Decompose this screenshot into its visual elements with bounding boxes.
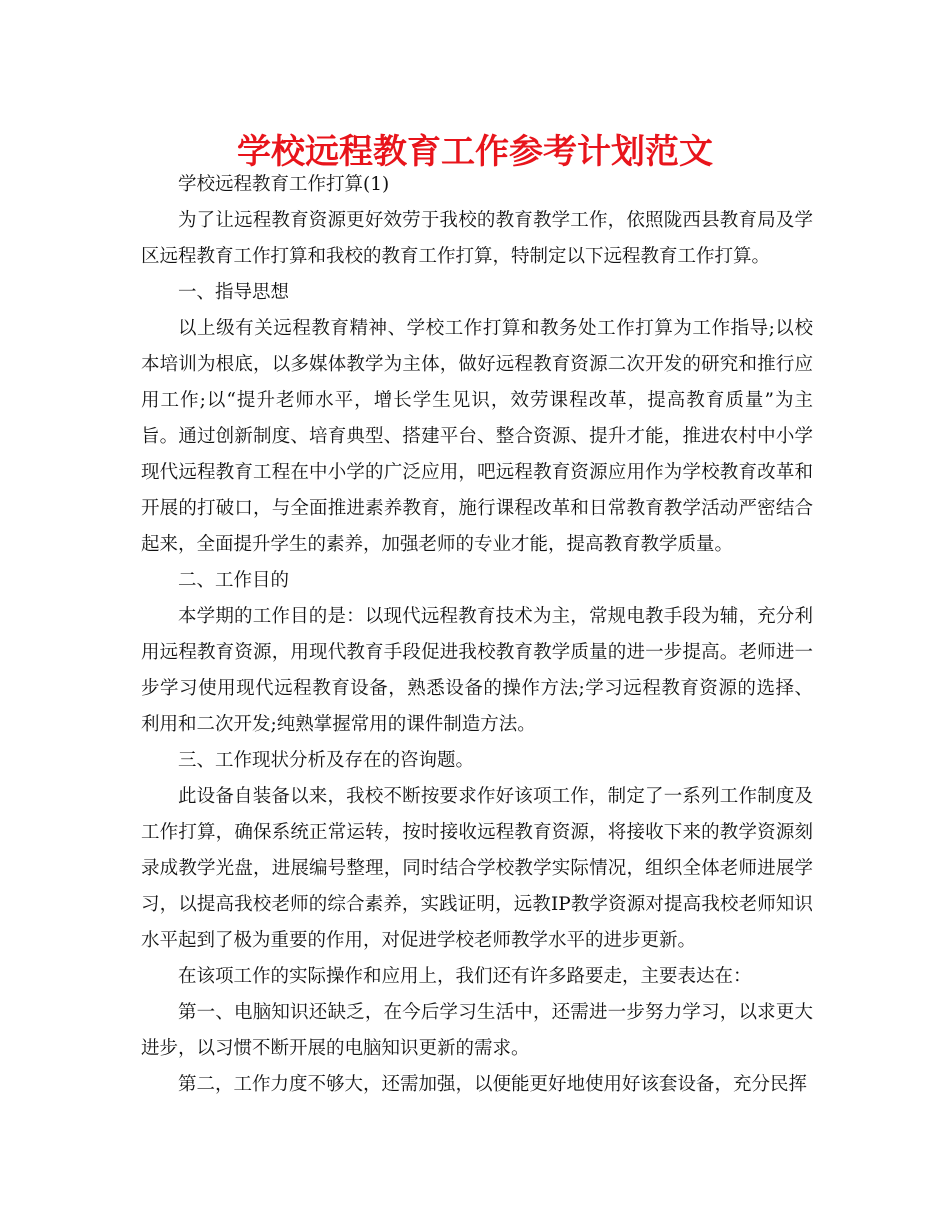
- subtitle-paragraph: 学校远程教育工作打算(1): [178, 174, 390, 195]
- body-paragraph: 本学期的工作目的是：以现代远程教育技术为主，常规电教手段为辅，充分利用远程教育资源，用现代教育手段促进我校教育教学质量的进一步提高。老师进一步学习使用现代远程教育设备，熟悉设备的操作方法;学习远程教育资源的选择、利用和二次开发;纯熟掌握常用的课件制造方法。: [141, 606, 813, 735]
- section-heading-status-analysis: 三、工作现状分析及存在的咨询题。: [178, 750, 475, 771]
- document-title: 学校远程教育工作参考计划范文: [237, 132, 713, 172]
- body-paragraph: 以上级有关远程教育精神、学校工作打算和教务处工作打算为工作指导;以校本培训为根底，以多媒体教学为主体，做好远程教育资源二次开发的研究和推行应用工作;以“提升老师水平，增长学生见识，效劳课程改革，提高教育质量”为主旨。通过创新制度、培育典型、搭建平台、整合资源、提升才能，推进农村中小学现代远程教育工程在中小学的广泛应用，吧远程教育资源应用作为学校教育改革和开展的打破口，与全面推进素养教育，施行课程改革和日常教育教学活动严密结合起来，全面提升学生的素养，加强老师的专业才能，提高教育教学质量。: [141, 318, 813, 555]
- section-heading-work-goals: 二、工作目的: [178, 570, 290, 591]
- body-paragraph: 在该项工作的实际操作和应用上，我们还有许多路要走，主要表达在：: [178, 966, 752, 987]
- section-heading-guiding-thought: 一、指导思想: [178, 282, 290, 303]
- body-paragraph: 第二，工作力度不够大，还需加强，以便能更好地使用好该套设备，充分民挥: [178, 1074, 808, 1095]
- body-paragraph: 此设备自装备以来，我校不断按要求作好该项工作，制定了一系列工作制度及工作打算，确保系统正常运转，按时接收远程教育资源，将接收下来的教学资源刻录成教学光盘，进展编号整理，同时结合学校教学实际情况，组织全体老师进展学习，以提高我校老师的综合素养，实践证明，远教IP教学资源对提高我校老师知识水平起到了极为重要的作用，对促进学校老师教学水平的进步更新。: [141, 786, 813, 951]
- document-body: [141, 167, 813, 1103]
- intro-paragraph: 为了让远程教育资源更好效劳于我校的教育教学工作，依照陇西县教育局及学区远程教育工作打算和我校的教育工作打算，特制定以下远程教育工作打算。: [141, 210, 813, 267]
- body-paragraph: 第一、电脑知识还缺乏，在今后学习生活中，还需进一步努力学习，以求更大进步，以习惯不断开展的电脑知识更新的需求。: [141, 1002, 813, 1059]
